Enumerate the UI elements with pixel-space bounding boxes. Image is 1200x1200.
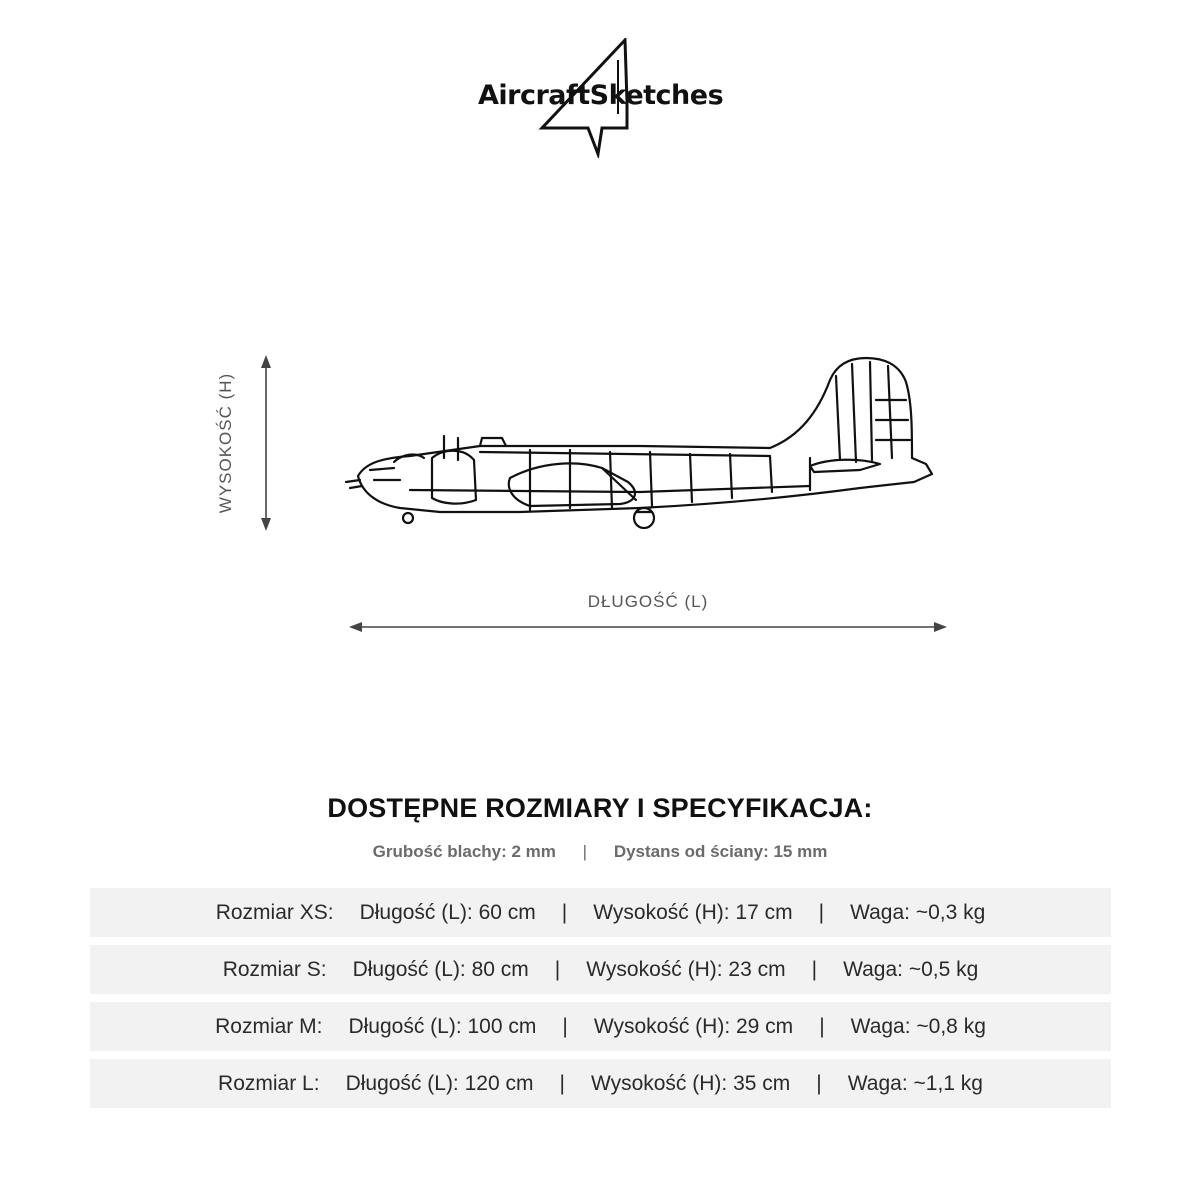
length-label: DŁUGOŚĆ (L): [587, 592, 709, 611]
separator: |: [816, 1071, 822, 1095]
separator: |: [818, 900, 825, 924]
length-value: Długość (L): 80 cm: [352, 957, 529, 981]
length-arrow-right: [934, 622, 947, 632]
size-row-s: [90, 945, 1111, 994]
size-table: [90, 888, 1111, 1116]
size-row-m: [90, 1002, 1111, 1051]
separator: |: [561, 900, 568, 924]
size-label: Rozmiar XS:: [215, 900, 334, 924]
wall-distance: Dystans od ściany: 15 mm: [613, 842, 828, 861]
length-value: Długość (L): 60 cm: [359, 900, 536, 924]
weight-value: Waga: ~1,1 kg: [847, 1071, 983, 1095]
size-label: Rozmiar M:: [215, 1014, 323, 1038]
logo-text: AircraftSketches: [478, 80, 724, 111]
sheet-thickness: Grubość blachy: 2 mm: [372, 842, 556, 861]
specs-title: DOSTĘPNE ROZMIARY I SPECYFIKACJA:: [327, 793, 873, 823]
size-label: Rozmiar L:: [218, 1071, 320, 1095]
height-arrow-top: [261, 355, 271, 368]
length-value: Długość (L): 100 cm: [348, 1014, 537, 1038]
height-value: Wysokość (H): 35 cm: [590, 1071, 791, 1095]
size-row-xs: [90, 888, 1111, 937]
separator: |: [562, 1014, 568, 1038]
separator: |: [559, 1071, 565, 1095]
height-value: Wysokość (H): 29 cm: [593, 1014, 794, 1038]
size-label: Rozmiar S:: [222, 957, 327, 981]
height-arrow-bottom: [261, 518, 271, 531]
height-label: WYSOKOŚĆ (H): [216, 372, 235, 514]
separator: |: [811, 957, 818, 981]
weight-value: Waga: ~0,5 kg: [843, 957, 979, 981]
length-value: Długość (L): 120 cm: [345, 1071, 534, 1095]
height-value: Wysokość (H): 23 cm: [586, 957, 786, 981]
weight-value: Waga: ~0,3 kg: [850, 900, 986, 924]
length-arrow-left: [349, 622, 362, 632]
height-value: Wysokość (H): 17 cm: [593, 900, 793, 924]
specs-subtitle: [0, 842, 1200, 862]
separator: |: [819, 1014, 825, 1038]
separator: |: [554, 957, 561, 981]
aircraft-silhouette-icon: [340, 340, 960, 560]
size-row-l: [90, 1059, 1111, 1108]
weight-value: Waga: ~0,8 kg: [850, 1014, 986, 1038]
separator: |: [582, 842, 588, 861]
